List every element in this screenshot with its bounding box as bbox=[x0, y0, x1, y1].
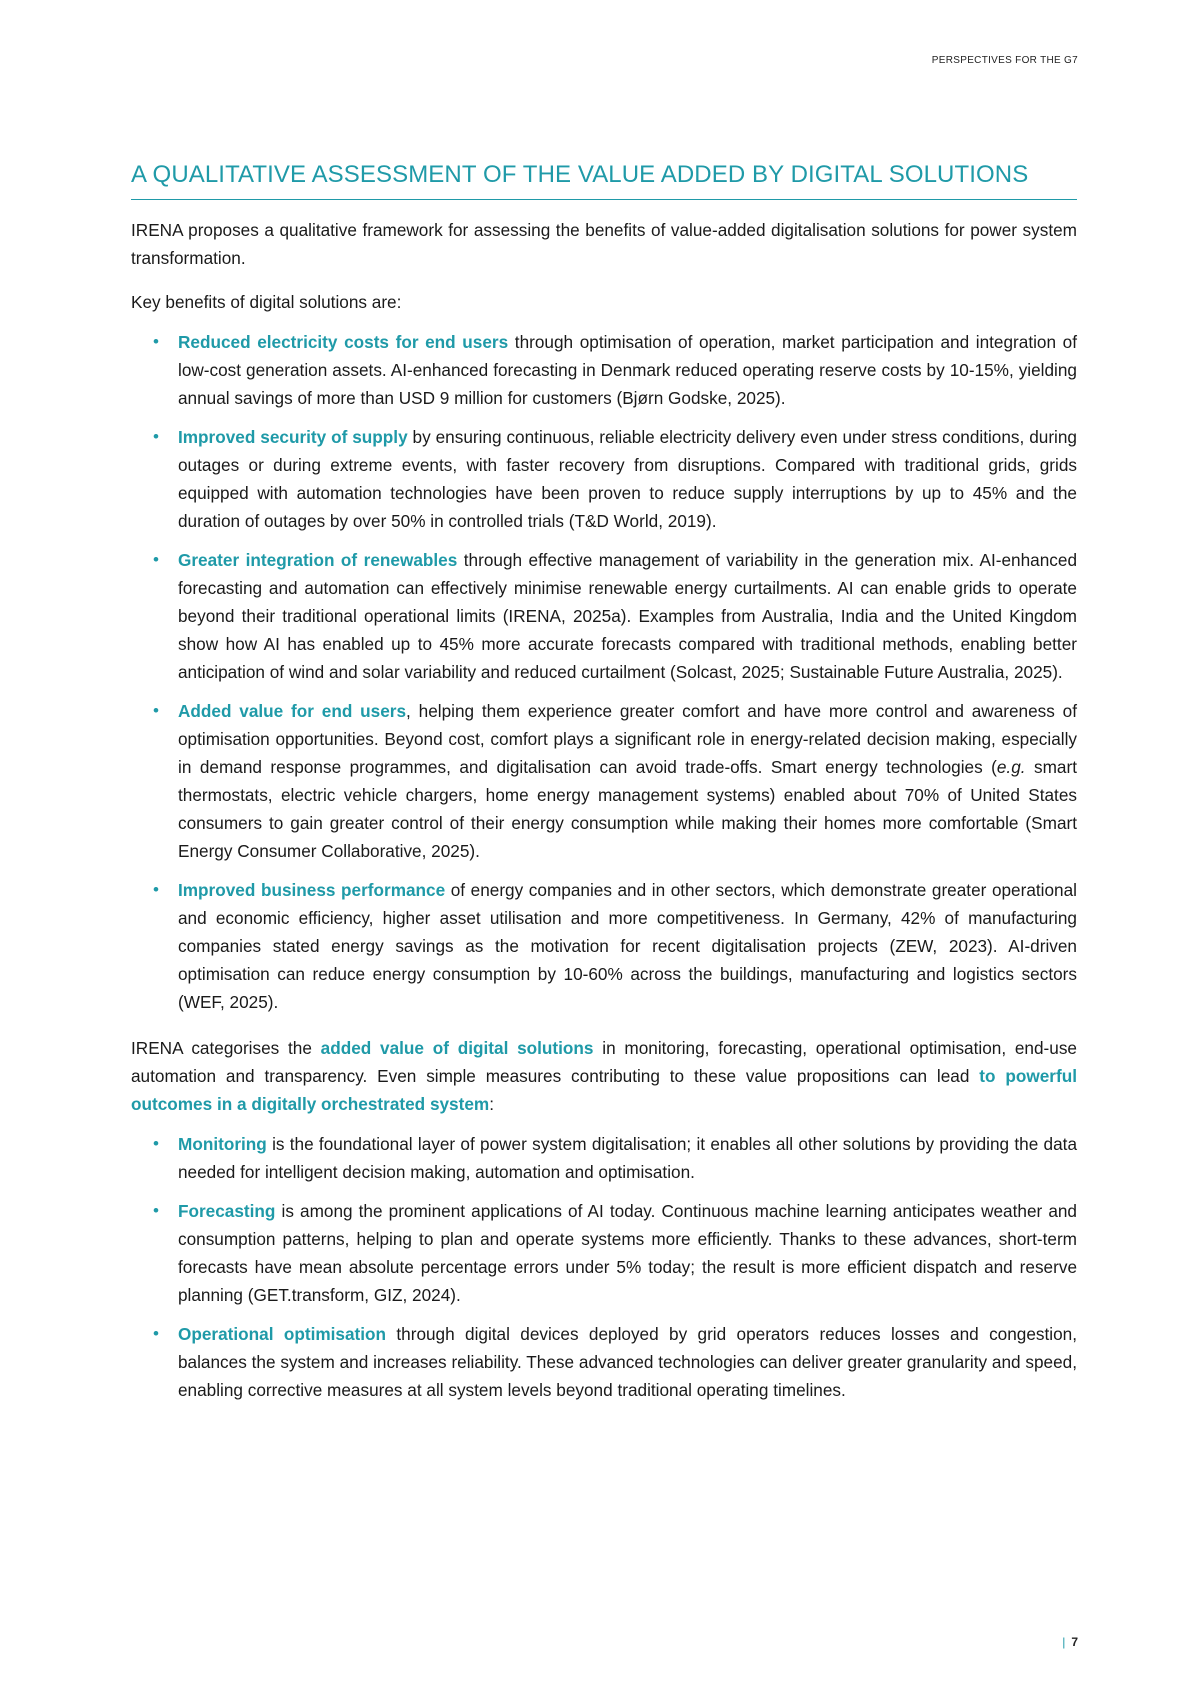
benefit-term: Improved business performance bbox=[178, 880, 446, 900]
categorise-text: in monitoring, forecasting, operational optimisation, end-use automation and transparency. Even simple measures contributing to these value propositions can lead bbox=[131, 1038, 1077, 1086]
benefit-item bbox=[131, 697, 1077, 865]
benefit-item bbox=[131, 423, 1077, 535]
benefit-term: Added value for end users bbox=[178, 701, 407, 721]
benefit-text-continued: smart thermostats, electric vehicle chargers, home energy management systems) enabled about 70% of United States consumers to gain greater control of their energy consumption while making their homes more comfortable (Smart Energy Consumer Collaborative, 2025). bbox=[178, 757, 1077, 861]
intro-paragraph: IRENA proposes a qualitative framework for assessing the benefits of value-added digitalisation solutions for power system transformation. bbox=[131, 220, 1077, 268]
value-term: Monitoring bbox=[178, 1134, 267, 1154]
bullet-icon: • bbox=[153, 1134, 159, 1153]
value-text: is among the prominent applications of AI today. Continuous machine learning anticipates weather and consumption patterns, helping to plan and operate systems more efficiently. Thanks to these advances, short-term forecasts have mean absolute percentage errors under 5% today; the result is more efficient dispatch and reserve planning (GET.transform, GIZ, 2024). bbox=[178, 1201, 1077, 1305]
categorise-paragraph bbox=[131, 1034, 1077, 1118]
benefit-text: of energy companies and in other sectors, which demonstrate greater operational and economic efficiency, higher asset utilisation and more competitiveness. In Germany, 42% of manufacturing companies stated energy savings as the motivation for recent digitalisation projects (ZEW, 2023). AI-driven optimisation can reduce energy consumption by 10-60% across the buildings, manufacturing and logistics sectors (WEF, 2025). bbox=[178, 880, 1077, 1012]
added-value-link[interactable]: added value of digital solutions bbox=[320, 1038, 594, 1058]
bullet-icon: • bbox=[153, 427, 159, 446]
powerful-outcomes-link[interactable]: to powerful outcomes in a digitally orchestrated system bbox=[131, 1066, 1077, 1114]
bullet-icon: • bbox=[153, 1324, 159, 1343]
benefit-term: Greater integration of renewables bbox=[178, 550, 458, 570]
benefit-term: Reduced electricity costs for end users bbox=[178, 332, 509, 352]
page-number-value: 7 bbox=[1071, 1635, 1078, 1649]
benefits-list bbox=[131, 328, 1077, 1016]
benefit-text: , helping them experience greater comfort and have more control and awareness of optimisation opportunities. Beyond cost, comfort plays a significant role in energy-related decision making, especially in demand response programmes, and digitalisation can avoid trade-offs. Smart energy technologies ( bbox=[178, 701, 1077, 777]
page-number bbox=[1062, 1635, 1078, 1649]
benefit-text: by ensuring continuous, reliable electricity delivery even under stress conditions, during outages or during extreme events, with faster recovery from disruptions. Compared with traditional grids, grids equipped with automation technologies have been proven to reduce supply interruptions by up to 45% and the duration of outages by over 50% in controlled trials (T&D World, 2019). bbox=[178, 427, 1077, 531]
bullet-icon: • bbox=[153, 550, 159, 569]
value-text: through digital devices deployed by grid operators reduces losses and congestion, balances the system and increases reliability. These advanced technologies can deliver greater granularity and speed, enabling corrective measures at all system levels beyond traditional operating timelines. bbox=[178, 1324, 1077, 1400]
bullet-icon: • bbox=[153, 1201, 159, 1220]
value-term: Operational optimisation bbox=[178, 1324, 387, 1344]
benefit-item bbox=[131, 876, 1077, 1016]
key-benefits-label: Key benefits of digital solutions are: bbox=[131, 292, 402, 312]
value-item bbox=[131, 1320, 1077, 1404]
benefit-item bbox=[131, 546, 1077, 686]
value-item bbox=[131, 1130, 1077, 1186]
value-term: Forecasting bbox=[178, 1201, 276, 1221]
benefit-text: through optimisation of operation, market participation and integration of low-cost generation assets. AI-enhanced forecasting in Denmark reduced operating reserve costs by 10-15%, yielding annual savings of more than USD 9 million for customers (Bjørn Godske, 2025). bbox=[178, 332, 1077, 408]
benefit-emphasis: e.g. bbox=[996, 757, 1026, 777]
bullet-icon: • bbox=[153, 880, 159, 899]
page-content bbox=[131, 160, 1077, 1415]
bullet-icon: • bbox=[153, 332, 159, 351]
bullet-icon: • bbox=[153, 701, 159, 720]
benefit-text: through effective management of variability in the generation mix. AI-enhanced forecasting and automation can effectively minimise renewable energy curtailments. AI can enable grids to operate beyond their traditional operational limits (IRENA, 2025a). Examples from Australia, India and the United Kingdom show how AI has enabled up to 45% more accurate forecasts compared with traditional methods, enabling better anticipation of wind and solar variability and reduced curtailment (Solcast, 2025; Sustainable Future Australia, 2025). bbox=[178, 550, 1078, 682]
value-item bbox=[131, 1197, 1077, 1309]
benefit-term: Improved security of supply bbox=[178, 427, 408, 447]
section-title: A QUALITATIVE ASSESSMENT OF THE VALUE ADDED BY DIGITAL SOLUTIONS bbox=[131, 160, 1077, 200]
page-number-separator: | bbox=[1062, 1635, 1066, 1649]
categorise-text: IRENA categorises the bbox=[131, 1038, 321, 1058]
benefit-item bbox=[131, 328, 1077, 412]
categorise-text: : bbox=[489, 1094, 494, 1114]
running-header: PERSPECTIVES FOR THE G7 bbox=[931, 55, 1078, 66]
value-text: is the foundational layer of power system digitalisation; it enables all other solutions by providing the data needed for intelligent decision making, automation and optimisation. bbox=[178, 1134, 1077, 1182]
value-propositions-list bbox=[131, 1130, 1077, 1404]
